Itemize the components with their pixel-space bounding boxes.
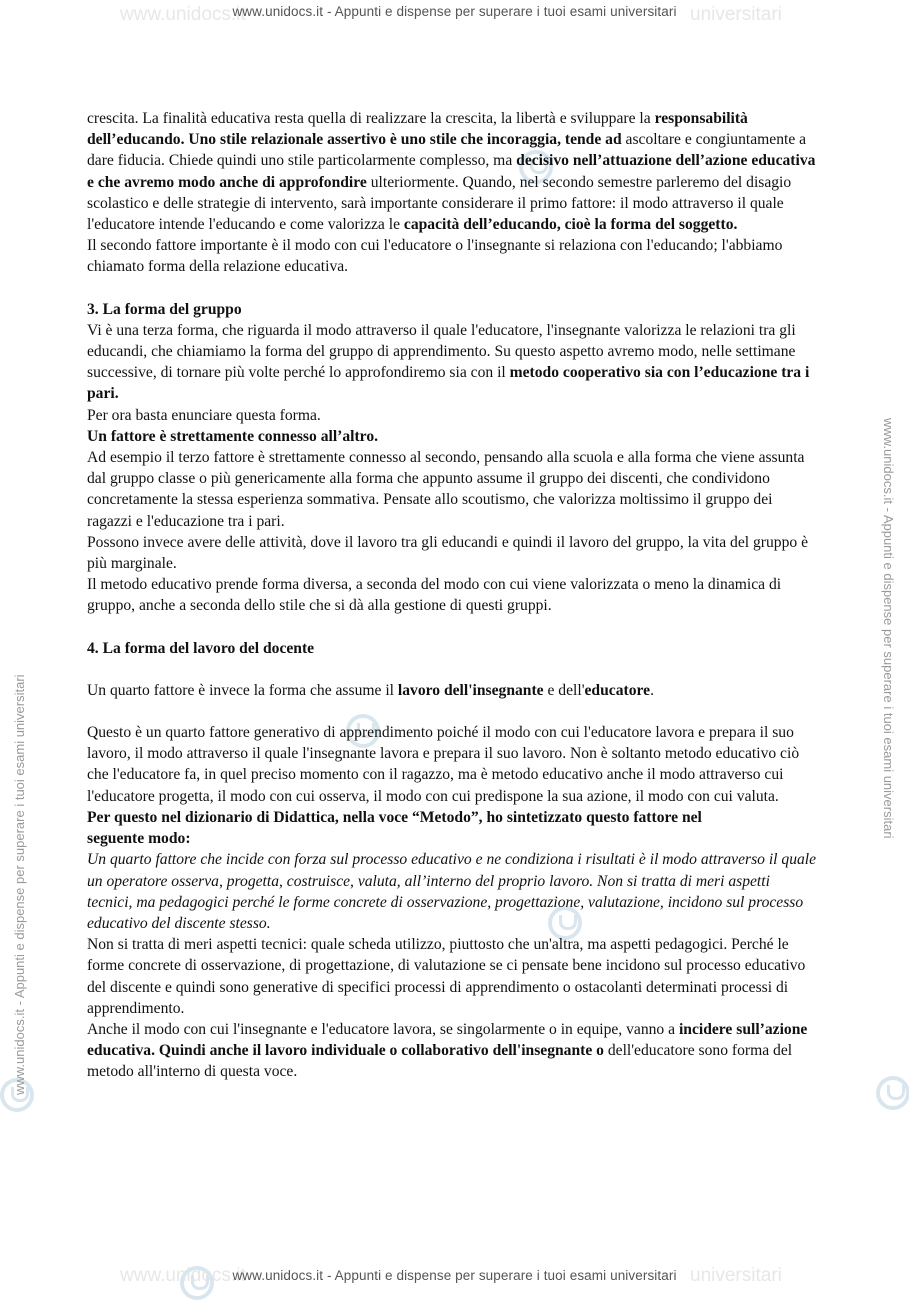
paragraph: Non si tratta di meri aspetti tecnici: quale scheda utilizzo, piuttosto che un'altra, ma aspetti pedagogici. Perché le forme concrete di osservazione, di progettazione, di valutazione se ci pensate bene incidono sul processo educativo del discente e quindi sono generative di specifici processi di apprendimento o ostacolanti determinati processi di apprendimento. [87,936,806,1017]
section-heading: 4. La forma del lavoro del docente [87,639,315,657]
watermark-left: www.unidocs.it - Appunti e dispense per superare i tuoi esami universitari [12,674,27,1095]
paragraph: Per ora basta enunciare questa forma. [87,406,321,424]
watermark-header: www.unidocs.it - Appunti e dispense per superare i tuoi esami universitari [232,4,677,19]
watermark-logo-icon [876,1076,909,1110]
paragraph: Possono invece avere delle attività, dove il lavoro tra gli educandi e quindi il lavoro del gruppo, la vita del gruppo è più marginale. [87,533,809,573]
ghost-watermark-top: www.unidocs.it [120,4,246,25]
watermark-footer: www.unidocs.it - Appunti e dispense per superare i tuoi esami universitari [232,1268,677,1283]
paragraph: Vi è una terza forma, che riguarda il modo attraverso il quale l'educatore, l'insegnante valorizza le relazioni tra gli educandi, che chiamiamo la forma del gruppo di apprendimento. Su questo aspetto avremo modo, nelle settimane successive, di tornare più volte perché lo approfondiremo sia con il metodo cooperativo sia con l’educazione tra i pari. [87,321,810,403]
paragraph: Un fattore è strettamente connesso all’altro. [87,427,379,445]
paragraph: Il metodo educativo prende forma diversa, a seconda del modo con cui viene valorizzata o meno la dinamica di gruppo, anche a seconda dello stile che si dà alla gestione di questi gruppi. [87,576,782,615]
document-body [87,108,817,1083]
paragraph: crescita. La finalità educativa resta quella di realizzare la crescita, la libertà e sviluppare la responsabilità dell’educando. Uno stile relazionale assertivo è uno stile che incoraggia, tende ad ascoltare e congiuntamente a dare fiducia. Chiede quindi uno stile particolarmente complesso, ma decisivo nell’attuazione dell’azione educativa e che avremo modo anche di approfondire ulteriormente. Quando, nel secondo semestre parleremo del disagio scolastico e delle strategie di intervento, sarà importante considerare il primo fattore: il modo attraverso il quale l'educatore intende l'educando e come valorizza le capacità dell’educando, cioè la forma del soggetto. [87,110,816,234]
paragraph: Ad esempio il terzo fattore è strettamente connesso al secondo, pensando alla scuola e alla forma che viene assunta dal gruppo classe o più genericamente alla forma che appunto assume il gruppo dei discenti, che condividono concretamente la stessa esperienza sommativa. Pensate allo scoutismo, che valorizza moltissimo il gruppo dei ragazzi e l'educazione tra i pari. [87,449,805,530]
paragraph: Questo è un quarto fattore generativo di apprendimento poiché il modo con cui l'educatore lavora e prepara il suo lavoro, il modo attraverso il quale l'insegnante lavora e prepara il suo lavoro. Non è soltanto metodo educativo ciò che l'educatore fa, in quel preciso momento con il ragazzo, ma è metodo educativo anche il modo attraverso cui l'educatore progetta, il modo con cui osserva, il modo con cui predispone la sua azione, il modo con cui valuta. [87,724,800,805]
section-heading: 3. La forma del gruppo [87,300,242,318]
quote: Un quarto fattore che incide con forza sul processo educativo e ne condiziona i risultati è il modo attraverso il quale un operatore osserva, progetta, costruisce, valuta, all’interno del proprio lavoro. Non si tratta di meri aspetti tecnici, ma pedagogici perché le forme concrete di osservazione, progettazione, valutazione, incidono sul processo educativo del discente stesso. [87,851,817,932]
paragraph: Anche il modo con cui l'insegnante e l'educatore lavora, se singolarmente o in equipe, vanno a incidere sull’azione educativa. Quindi anche il lavoro individuale o collaborativo dell'insegnante o dell'educatore sono forma del metodo all'interno di questa voce. [87,1020,808,1081]
paragraph: Per questo nel dizionario di Didattica, nella voce “Metodo”, ho sintetizzato questo fattore nel seguente modo: [87,808,702,848]
paragraph: Il secondo fattore importante è il modo con cui l'educatore o l'insegnante si relaziona con l'educando; l'abbiamo chiamato forma della relazione educativa. [87,237,783,276]
ghost-watermark-bottom-right: universitari [690,1265,782,1286]
watermark-right: www.unidocs.it - Appunti e dispense per superare i tuoi esami universitari [881,418,896,839]
ghost-watermark-bottom: www.unidocs.it [120,1265,246,1286]
paragraph: Un quarto fattore è invece la forma che assume il lavoro dell'insegnante e dell'educatore. [87,681,654,699]
ghost-watermark-top-right: universitari [690,4,782,25]
